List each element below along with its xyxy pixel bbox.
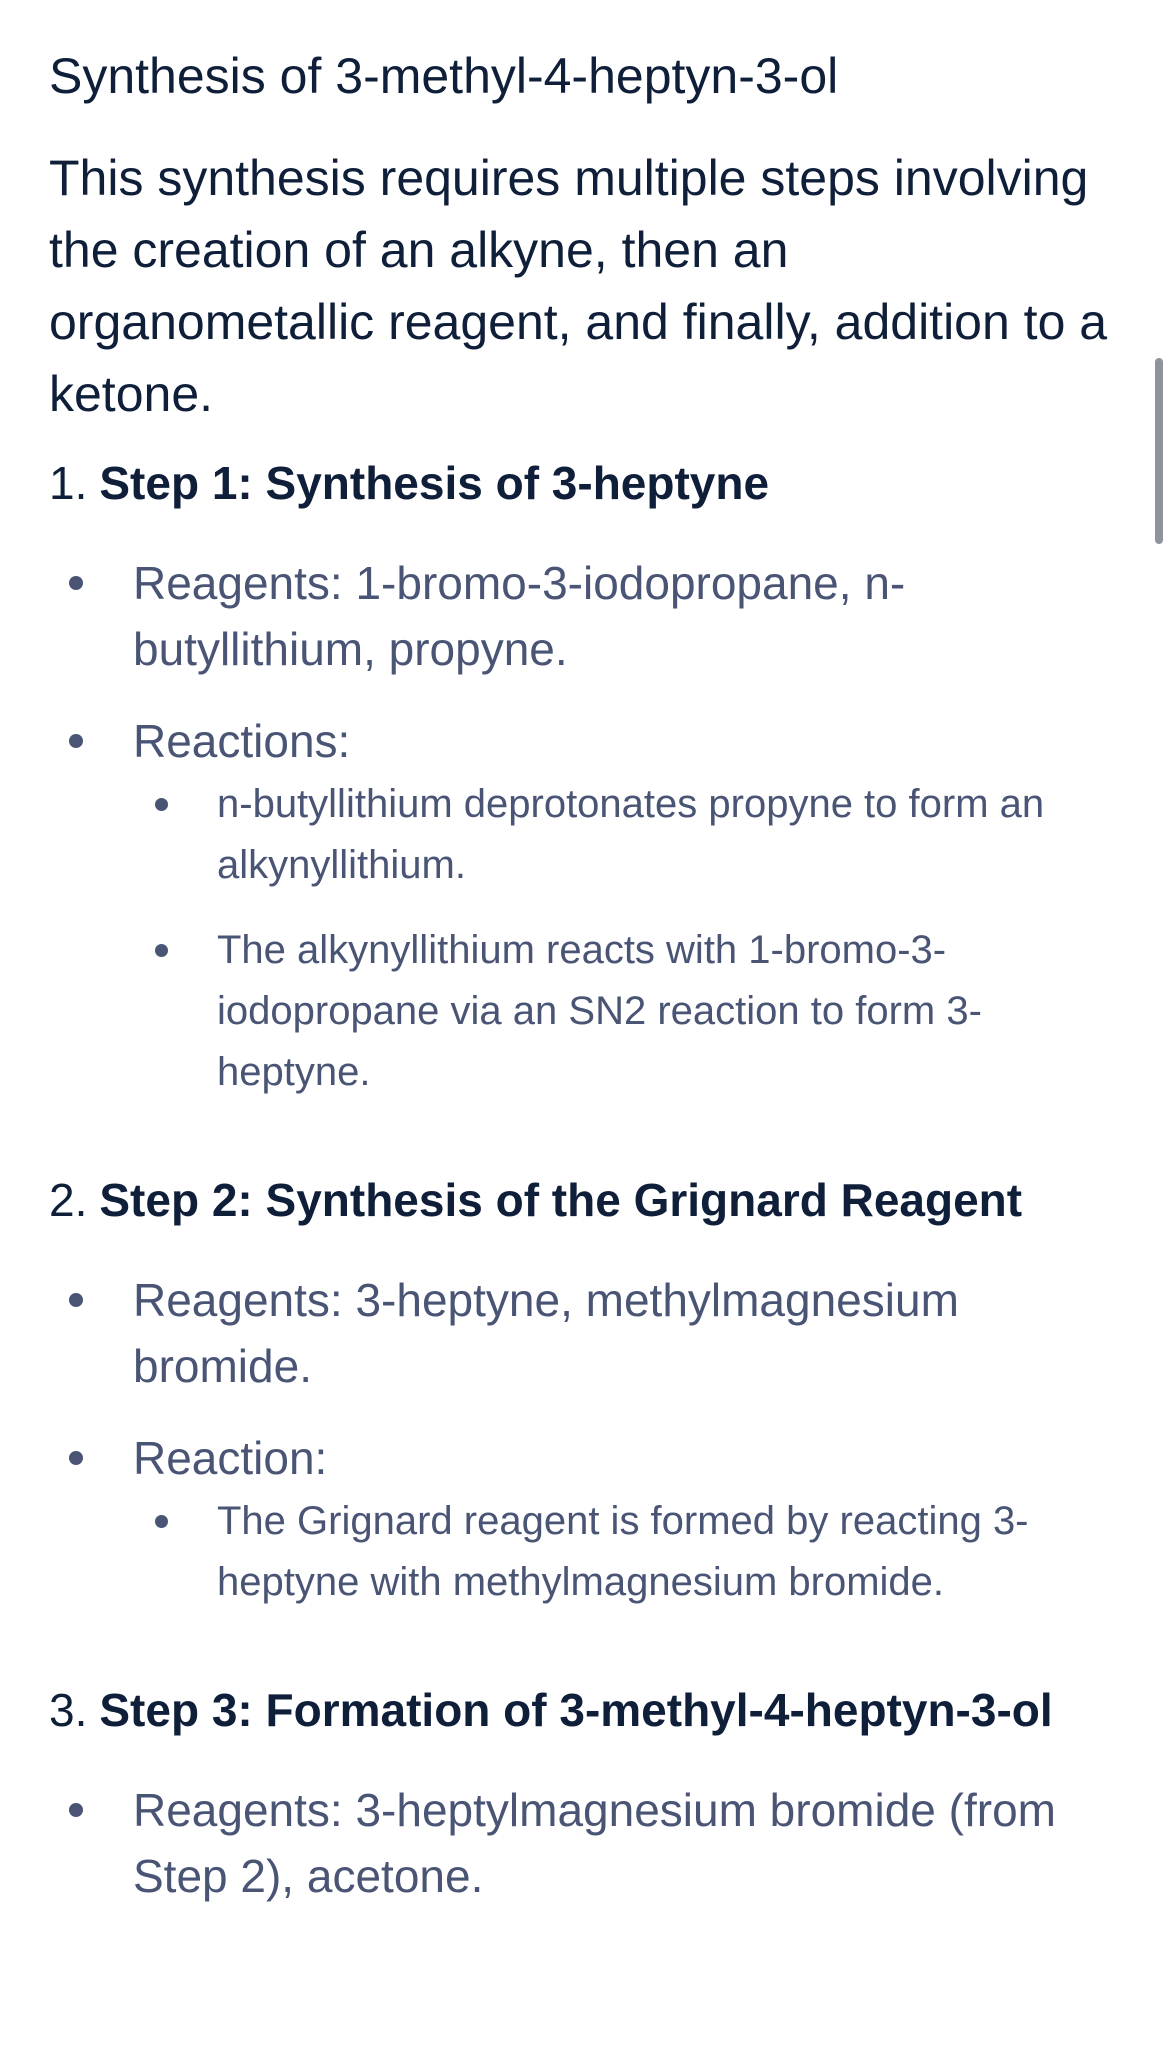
step-1-title: Step 1: Synthesis of 3-heptyne [99,457,770,509]
sub-list-item [49,1491,1119,1613]
step-2-heading [49,1167,1119,1233]
step-3-reagents: Reagents: 3-heptylmagnesium bromide (from Step 2), acetone. [133,1784,1056,1902]
step-1-reaction-1: n-butyllithium deprotonates propyne to form an alkynyllithium. [217,782,1045,887]
step-2-reaction-label: Reaction: [133,1432,328,1484]
step-1-number: 1. [49,457,88,509]
step-3-bullet-list [49,1777,1119,1909]
step-2-bullet-list [49,1267,1119,1613]
list-item [49,1425,1119,1613]
step-2-number: 2. [49,1174,88,1226]
step-2-title: Step 2: Synthesis of the Grignard Reagent [99,1174,1023,1226]
step-1-reagents: Reagents: 1-bromo-3-iodopropane, n-butyllithium, propyne. [133,557,906,675]
bullet-icon [155,798,168,811]
bullet-icon [155,1515,168,1528]
step-2-section [49,1167,1119,1613]
step-1-bullet-list [49,550,1119,1103]
step-3-heading [49,1677,1119,1743]
step-3-section [49,1677,1119,1909]
step-1-reaction-2: The alkynyllithium reacts with 1-bromo-3-iodopropane via an SN2 reaction to form 3-heptyne. [217,928,982,1094]
bullet-icon [69,734,83,748]
page-title: Synthesis of 3-methyl-4-heptyn-3-ol [49,48,839,104]
sub-list-item [49,920,1119,1103]
response-content [49,0,1119,1909]
step-1-section [49,450,1119,1103]
list-item [49,708,1119,1103]
bullet-icon [155,944,168,957]
scrollbar-thumb[interactable] [1155,358,1163,544]
step-1-reactions-label: Reactions: [133,715,351,767]
bullet-icon [69,576,83,590]
step-2-reaction-1: The Grignard reagent is formed by reacting 3-heptyne with methylmagnesium bromide. [217,1499,1029,1604]
step-1-heading [49,450,1119,516]
list-item [49,550,1119,682]
intro-paragraph: This synthesis requires multiple steps involving the creation of an alkyne, then an organometallic reagent, and finally, addition to a ketone. [49,150,1108,422]
step-1-sub-list [49,774,1119,1103]
step-2-reagents: Reagents: 3-heptyne, methylmagnesium bromide. [133,1274,959,1392]
bullet-icon [69,1803,83,1817]
step-2-sub-list [49,1491,1119,1613]
bullet-icon [69,1451,83,1465]
step-3-title: Step 3: Formation of 3-methyl-4-heptyn-3-ol [99,1684,1053,1736]
sub-list-item [49,774,1119,896]
list-item [49,1777,1119,1909]
bullet-icon [69,1293,83,1307]
list-item [49,1267,1119,1399]
step-3-number: 3. [49,1684,88,1736]
